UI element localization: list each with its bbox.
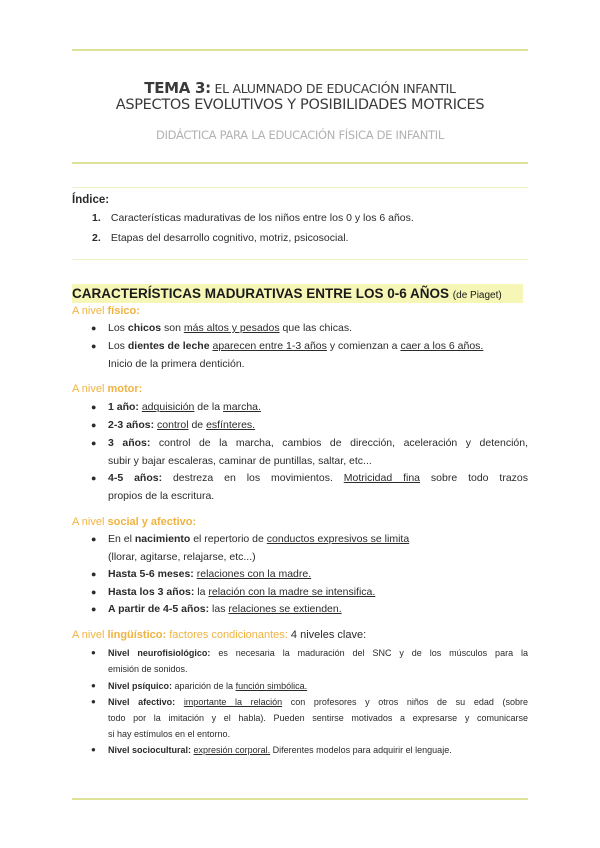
list-item: ● 3 años: control de la marcha, cambios de dirección, aceleración y detención, subir y bajar escaleras, caminar de puntillas, saltar, etc... — [91, 437, 529, 467]
index-top-line — [72, 187, 528, 188]
bullet-icon: ● — [91, 745, 96, 754]
subheading-social: A nivel social y afectivo: — [72, 516, 197, 528]
list-item: ● 2-3 años: control de esfínteres. — [108, 417, 528, 435]
top-divider — [72, 49, 528, 51]
subheading-fisico: A nivel físico: — [72, 305, 140, 317]
doc-subtitle: ASPECTOS EVOLUTIVOS Y POSIBILIDADES MOTRICES — [115, 97, 485, 113]
list-item: ● Hasta 5-6 meses: relaciones con la madre. — [108, 566, 528, 584]
bullet-icon: ● — [91, 648, 96, 657]
section-heading: CARACTERÍSTICAS MADURATIVAS ENTRE LOS 0-6 AÑOS (de Piaget) — [72, 284, 523, 303]
course-name: DIDÁCTICA PARA LA EDUCACIÓN FÍSICA DE INFANTIL — [156, 128, 444, 142]
bullet-icon: ● — [91, 323, 97, 333]
bullet-icon: ● — [91, 420, 97, 430]
list-item: ● Nivel neurofisiológico: es necesaria la maduración del SNC y de los músculos para la emisión de sonidos. — [108, 645, 528, 677]
list-item: ● Nivel sociocultural: expresión corporal. Diferentes modelos para adquirir el lenguaje. — [108, 742, 528, 758]
index-item: 1. Características madurativas de los niños entre los 0 y los 6 años. — [92, 212, 414, 224]
list-item: ● A partir de 4-5 años: las relaciones se extienden. — [108, 601, 528, 619]
bullet-icon: ● — [91, 473, 97, 483]
bullet-icon: ● — [91, 604, 97, 614]
list-item: ● 4-5 años: destreza en los movimientos. Motricidad fina sobre todo trazos propios de la escritura. — [91, 472, 528, 502]
bullet-icon: ● — [91, 681, 96, 690]
list-item: ● Nivel afectivo: importante la relación con profesores y otros niños de su edad (sobre todo por la imitación y el habla). Pueden sentirse motivados a expresarse y comunicarse si hay estímulos en el entorno. — [108, 694, 528, 742]
list-item: ● Los chicos son más altos y pesados que las chicas. — [108, 320, 528, 338]
index-title: Índice: — [72, 194, 110, 206]
list-item: ● Nivel psíquico: aparición de la función simbólica. — [108, 678, 528, 694]
bullet-icon: ● — [91, 534, 97, 544]
index-bottom-line — [72, 259, 528, 260]
list-item: ● En el nacimiento el repertorio de conductos expresivos se limita (llorar, agitarse, relajarse, etc...) — [91, 533, 410, 563]
bullet-icon: ● — [91, 341, 97, 351]
index-item: 2. Etapas del desarrollo cognitivo, motriz, psicosocial. — [92, 232, 349, 244]
bullet-icon: ● — [91, 402, 97, 412]
bullet-icon: ● — [91, 438, 97, 448]
subheading-motor: A nivel motor: — [72, 383, 143, 395]
bottom-divider — [72, 798, 528, 800]
list-item: ● 1 año: adquisición de la marcha. — [108, 399, 528, 417]
bullet-icon: ● — [91, 569, 97, 579]
subheading-linguistico: A nivel lingüístico: factores condicionantes: 4 niveles clave: — [72, 629, 367, 641]
bullet-icon: ● — [91, 697, 96, 706]
list-item: ● Hasta los 3 años: la relación con la madre se intensifica. — [108, 584, 528, 602]
bullet-icon: ● — [91, 587, 97, 597]
doc-title: TEMA 3: EL ALUMNADO DE EDUCACIÓN INFANTIL — [144, 79, 456, 97]
list-item: ● Los dientes de leche aparecen entre 1-3 años y comienzan a caer a los 6 años. Inicio de la primera dentición. — [91, 340, 484, 370]
title-divider — [72, 162, 528, 164]
